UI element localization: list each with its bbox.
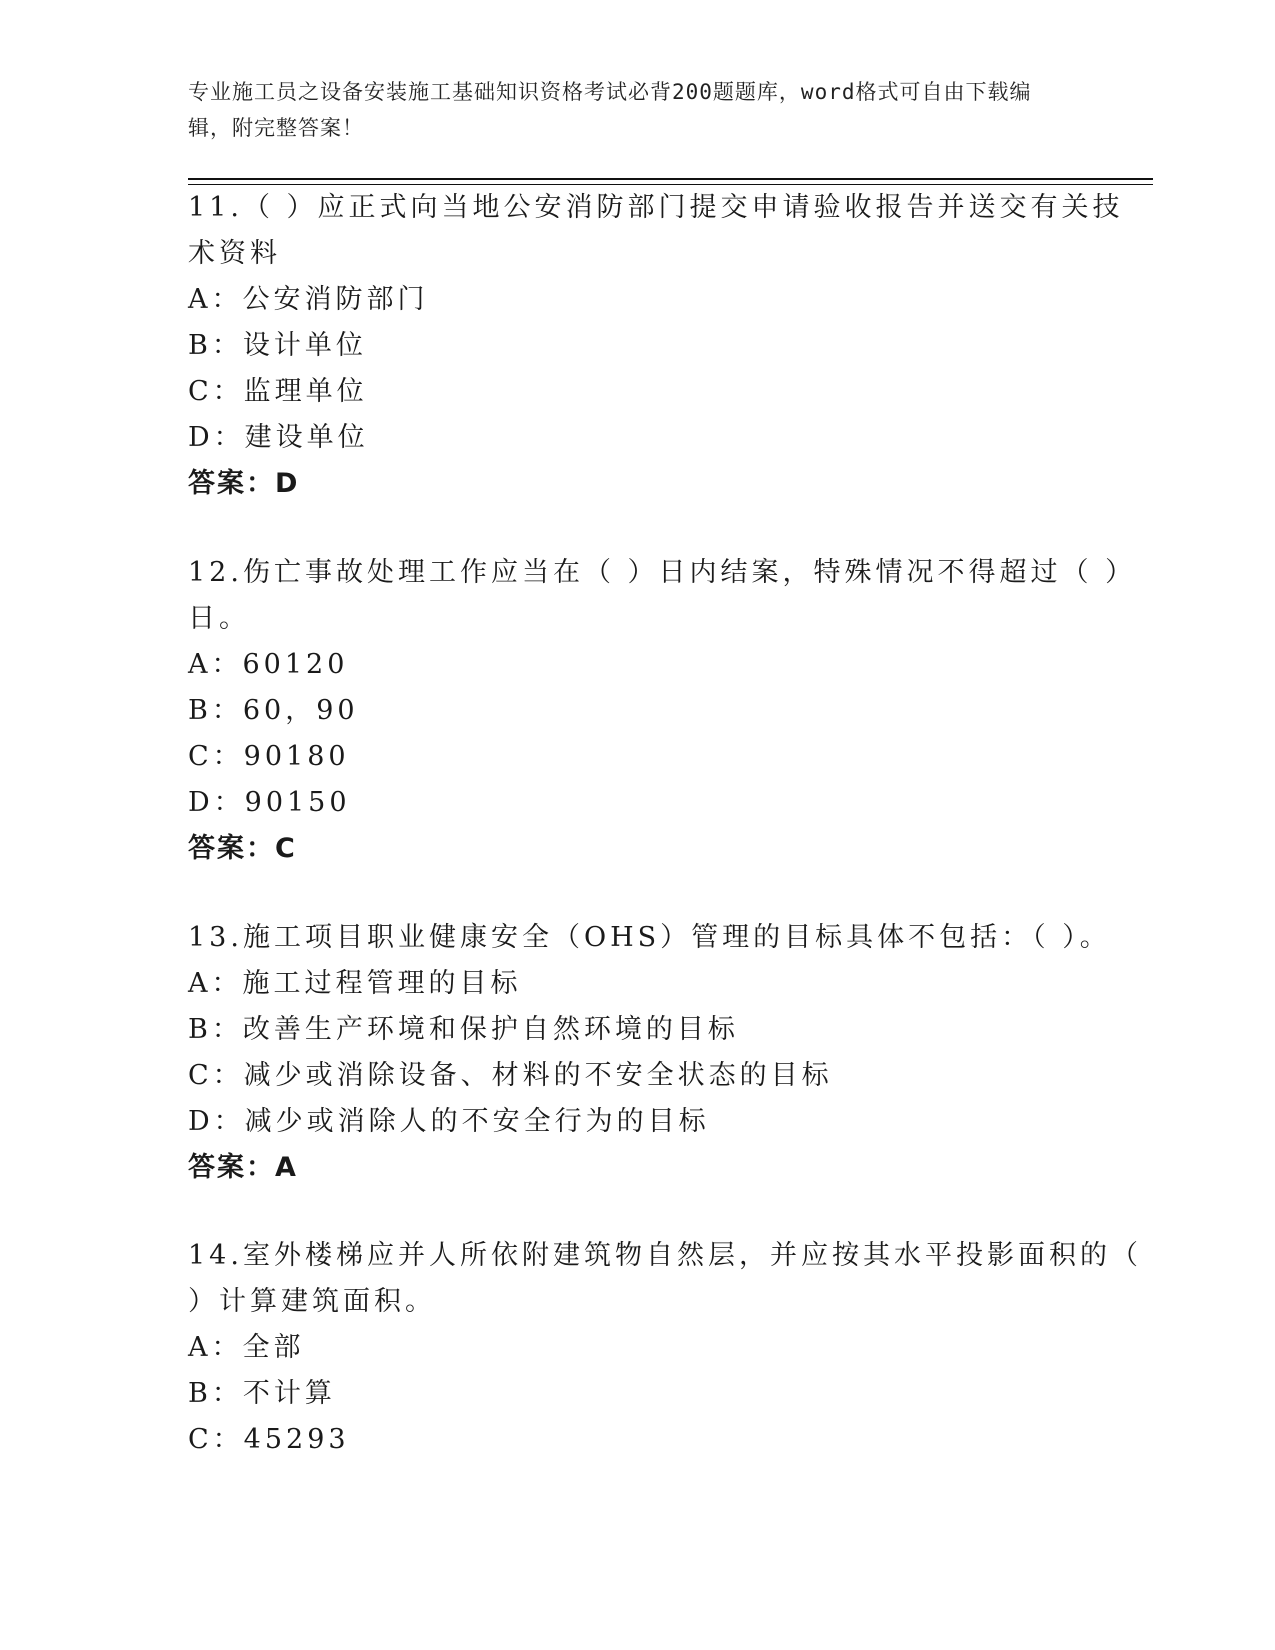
question-stem-cont: 日。	[188, 603, 250, 634]
answer: 答案：D	[188, 468, 300, 499]
question-stem: 13.施工项目职业健康安全（OHS）管理的目标具体不包括：（ ）。	[188, 922, 1111, 953]
question-14	[188, 1233, 1142, 1463]
question-stem-cont: ）计算建筑面积。	[188, 1286, 436, 1317]
header-divider	[188, 178, 1153, 180]
question-11	[188, 185, 1124, 507]
answer: 答案：C	[188, 833, 297, 864]
option-b: B：改善生产环境和保护自然环境的目标	[188, 1014, 739, 1045]
option-c: C：监理单位	[188, 376, 368, 407]
option-d: D：减少或消除人的不安全行为的目标	[188, 1106, 710, 1137]
option-d: D：90150	[188, 787, 351, 818]
question-stem-cont: 术资料	[188, 238, 281, 269]
option-a: A：施工过程管理的目标	[188, 968, 522, 999]
option-a: A：全部	[188, 1332, 305, 1363]
option-a: A：60120	[188, 649, 349, 680]
option-c: C：45293	[188, 1424, 350, 1455]
answer: 答案：A	[188, 1152, 298, 1183]
option-b: B：不计算	[188, 1378, 336, 1409]
question-13	[188, 915, 1111, 1191]
question-stem: 14.室外楼梯应并人所依附建筑物自然层，并应按其水平投影面积的（	[188, 1240, 1142, 1271]
option-b: B：设计单位	[188, 330, 367, 361]
option-b: B：60，90	[188, 695, 359, 726]
option-c: C：90180	[188, 741, 350, 772]
document-header: 专业施工员之设备安装施工基础知识资格考试必背200题题库，word格式可自由下载编辑，附完整答案！	[188, 80, 1032, 140]
question-12	[188, 550, 1137, 872]
option-a: A：公安消防部门	[188, 284, 429, 315]
option-c: C：减少或消除设备、材料的不安全状态的目标	[188, 1060, 833, 1091]
question-stem: 12.伤亡事故处理工作应当在（ ）日内结案，特殊情况不得超过（ ）	[188, 557, 1137, 588]
option-d: D：建设单位	[188, 422, 369, 453]
question-stem: 11.（ ）应正式向当地公安消防部门提交申请验收报告并送交有关技	[188, 192, 1124, 223]
